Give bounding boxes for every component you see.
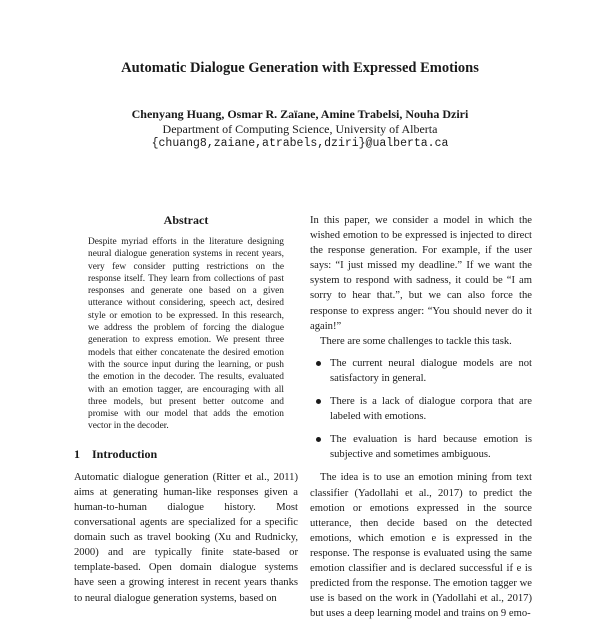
intro-paragraph-3: There are some challenges to tackle this task.	[320, 335, 512, 347]
section-number: 1	[74, 446, 80, 461]
list-item-text: The current neural dialogue models are not satisfactory in general.	[330, 357, 532, 384]
list-item-text: There is a lack of dialogue corpora that are labeled with emotions.	[330, 396, 532, 423]
abstract-heading: Abstract	[163, 213, 209, 227]
section-title: Introduction	[92, 446, 158, 461]
section-heading-introduction	[74, 447, 298, 462]
affiliation: Department of Computing Science, University of Alberta	[162, 122, 438, 136]
bullet-icon	[316, 361, 321, 366]
bullet-icon	[316, 437, 321, 442]
paper-title: Automatic Dialogue Generation with Expressed Emotions	[121, 60, 479, 76]
list-item-text: The evaluation is hard because emotion is subjective and sometimes ambiguous.	[330, 434, 532, 461]
author-emails: {chuang8,zaiane,atrabels,dziri}@ualberta.ca	[151, 137, 449, 150]
list-item	[310, 432, 532, 462]
challenges-list	[310, 356, 532, 463]
right-column	[310, 213, 532, 621]
list-item	[310, 394, 532, 424]
left-column	[74, 213, 298, 606]
bullet-icon	[316, 399, 321, 404]
intro-paragraph-4: The idea is to use an emotion mining from text classifier (Yadollahi et al., 2017) to predict the emotion or emotions expressed in the source utterance, then decide based on the detected emotions, which emotion e is expressed in the response. The response is evaluated using the same emotion classifier and is declared successful if e is predicted from the response. The emotion tagger we use is based on the work in (Yadollahi et al., 2017) but uses a deep learning model and trains on 9 emo-	[310, 472, 532, 620]
introduction-paragraph: Automatic dialogue generation (Ritter et al., 2011) aims at generating human-like responses given a human-to-human dialogue history. Most conversational agents are specialized for a specific domain such as travel booking (Xu and Rudnicky, 2000) and are typically finite state-based or template-based. Open domain dialogue systems have seen a growing interest in recent years thanks to neural dialogue generation systems, based on	[74, 471, 298, 604]
authors: Chenyang Huang, Osmar R. Zaïane, Amine Trabelsi, Nouha Dziri	[131, 107, 469, 121]
list-item	[310, 356, 532, 386]
intro-paragraph-2: In this paper, we consider a model in which the wished emotion to be expressed is injected to direct the response generation. For example, if the user says: “I just missed my deadline.” If we want the system to respond with sadness, it could be “I am sorry to hear that.”, but we can also force the response to express anger: “You should never do it again!”	[310, 215, 532, 332]
abstract-text: Despite myriad efforts in the literature designing neural dialogue generation systems in recent years, very few consider putting restrictions on the response itself. They learn from collections of past responses and generate one based on a given utterance without considering, speech act, desired style or emotion to be expressed. In this research, we address the problem of forcing the dialogue generation to express emotion. We present three models that either concatenate the desired emotion with the source input during the learning, or push the emotion in the decoder. The results, evaluated with an emotion tagger, are encouraging with all three models, but present better outcome and promise with our model that adds the emotion vector in the decoder.	[88, 237, 284, 432]
